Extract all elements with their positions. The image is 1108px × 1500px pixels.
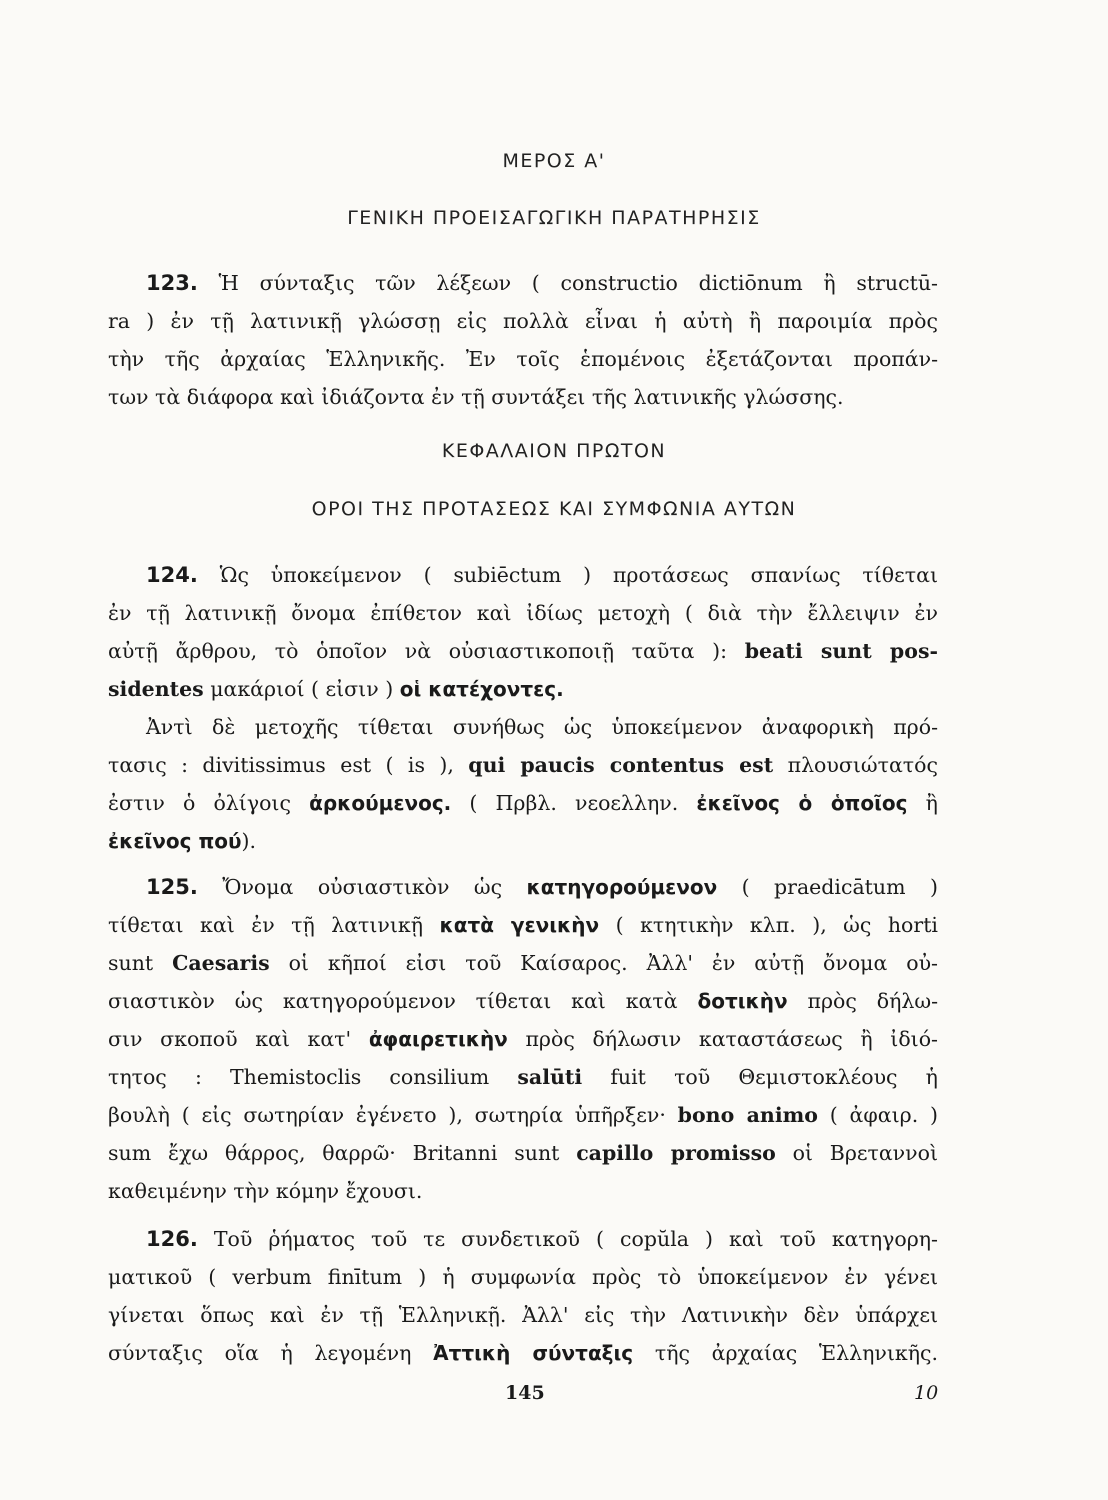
paragraph-123: 123. Ἡ σύνταξις τῶν λέξεων ( constructio dictiōnum ἢ structū- ra ) ἐν τῇ λατινικῇ γλώσσῃ εἰς πολλὰ εἶναι ἡ αὐτὴ ἢ παροιμία πρὸς τὴν τῆς ἀρχαίας Ἑλληνικῆς. Ἐν τοῖς ἑπομένοις ἐξετάζονται προπάν- των τὰ διάφορα καὶ ἰδιάζοντα ἐν τῇ συντάξει τῆς λατινικῆς γλώσσης. [108,271,938,409]
part-heading: ΜΕΡΟΣ Α' [502,150,606,172]
paragraph-126: 126. Τοῦ ῥήματος τοῦ τε συνδετικοῦ ( copŭla ) καὶ τοῦ κατηγορη- ματικοῦ ( verbum finītum ) ἡ συμφωνία πρὸς τὸ ὑποκείμενον ἐν γένει γίνεται ὅπως καὶ ἐν τῇ Ἑλληνικῇ. Ἀλλ' εἰς τὴν Λατινικὴν δὲν ὑπάρχει σύνταξις οἵα ἡ λεγομένη Ἀττικὴ σύνταξις τῆς ἀρχαίας Ἑλληνικῆς. [108,1227,938,1365]
paragraph-number: 126. [146,1227,198,1251]
paragraph-number: 124. [146,563,198,587]
chapter-heading: ΚΕΦΑΛΑΙΟΝ ΠΡΩΤΟΝ [441,440,667,462]
section-heading: ΟΡΟΙ ΤΗΣ ΠΡΟΤΑΣΕΩΣ ΚΑΙ ΣΥΜΦΩΝΙΑ ΑΥΤΩΝ [311,498,797,520]
intro-heading: ΓΕΝΙΚΗ ΠΡΟΕΙΣΑΓΩΓΙΚΗ ΠΑΡΑΤΗΡΗΣΙΣ [347,207,761,229]
signature-mark: 10 [914,1382,939,1404]
paragraph-124: 124. Ὡς ὑποκείμενον ( subiēctum ) προτάσεως σπανίως τίθεται ἐν τῇ λατινικῇ ὄνομα ἐπίθετον καὶ ἰδίως μετοχὴ ( διὰ τὴν ἔλλειψιν ἐν αὐτῇ ἄρθρου, τὸ ὁποῖον νὰ οὐσιαστικοποιῇ ταῦτα ): beati sunt pos- sidentes μακάριοί ( εἰσιν ) οἱ κατέχοντες. Ἀντὶ δὲ μετοχῆς τίθεται συνήθως ὡς ὑποκείμενον ἀναφορικὴ πρό- τασις : divitissimus est ( is ), qui paucis contentus est πλουσιώτατός ἐστιν ὁ ὀλίγοις ἀρκούμενος. ( Πρβλ. νεοελλην. ἐκεῖνος ὁ ὁποῖος ἢ ἐκεῖνος πού). [108,563,938,853]
paragraph-number: 123. [146,271,198,295]
page-number: 145 [505,1382,545,1404]
paragraph-number: 125. [146,875,198,899]
paragraph-125: 125. Ὄνομα οὐσιαστικὸν ὡς κατηγορούμενον ( praedicātum ) τίθεται καὶ ἐν τῇ λατινικῇ κατὰ γενικὴν ( κτητικὴν κλπ. ), ὡς horti sunt Caesaris οἱ κῆποί εἰσι τοῦ Καίσαρος. Ἀλλ' ἐν αὐτῇ ὄνομα οὐ- σιαστικὸν ὡς κατηγορούμενον τίθεται καὶ κατὰ δοτικὴν πρὸς δήλω- σιν σκοποῦ καὶ κατ' ἀφαιρετικὴν πρὸς δήλωσιν καταστάσεως ἢ ἰδιό- τητος : Themistoclis consilium salūti fuit τοῦ Θεμιστοκλέους ἡ βουλὴ ( εἰς σωτηρίαν ἐγένετο ), σωτηρία ὑπῆρξεν· bono animo ( ἀφαιρ. ) sum ἔχω θάρρος, θαρρῶ· Britanni sunt capillo promisso οἱ Βρεταννοὶ καθειμένην τὴν κόμην ἔχουσι. [108,875,939,1203]
